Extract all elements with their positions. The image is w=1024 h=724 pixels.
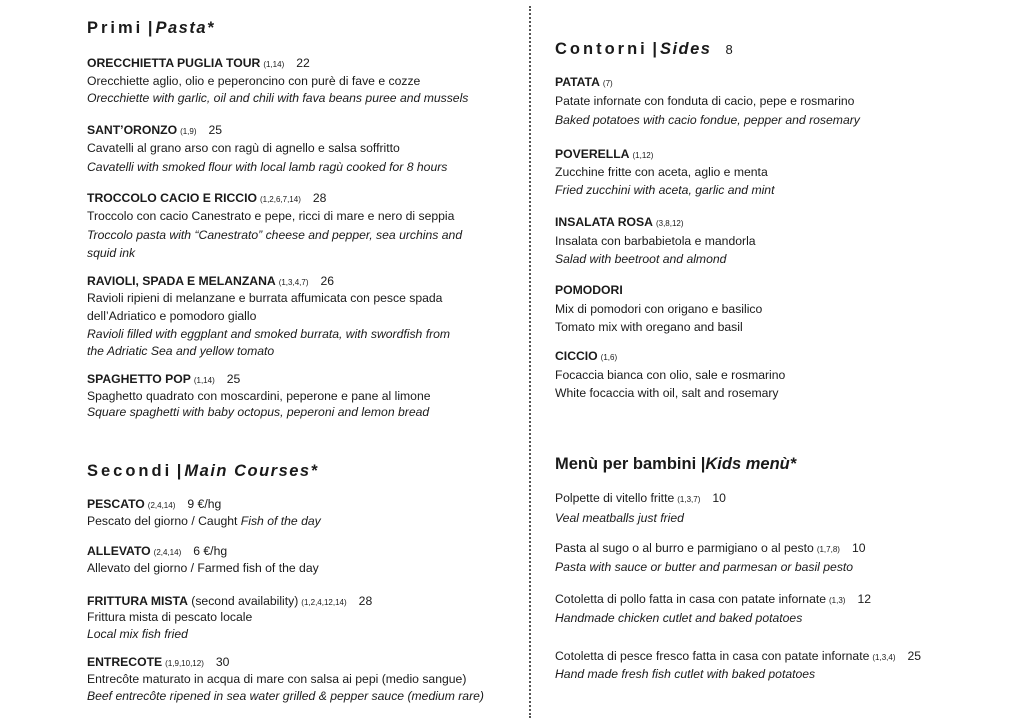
dish-name: SANT’ORONZO xyxy=(87,123,178,137)
dish-description xyxy=(555,93,854,109)
dish-description xyxy=(555,251,726,267)
dish-price: 25 xyxy=(907,649,922,663)
description-text: Orecchiette aglio, olio e peperoncino con purè di fave e cozze xyxy=(87,74,421,88)
allergens: (1,2,6,7,14) xyxy=(259,195,301,204)
heading-title: Menù per bambini xyxy=(555,455,697,473)
heading-title: Primi xyxy=(87,19,144,37)
dish-name: POMODORI xyxy=(555,283,623,297)
menu-item-title xyxy=(555,74,613,92)
description-text: Pasta with sauce or butter and parmesan or basil pesto xyxy=(555,560,854,574)
dish-note: (second availability) xyxy=(191,594,299,608)
section-heading-secondi: Secondi |Main Courses* xyxy=(87,462,319,480)
dish-description xyxy=(555,385,779,401)
description-text: Ravioli filled with eggplant and smoked burrata, with swordfish from xyxy=(87,327,451,341)
allergens: (2,4,14) xyxy=(147,501,176,510)
dish-name: Cotoletta di pollo fatta in casa con patate infornate xyxy=(555,592,827,606)
description-text: Troccolo con cacio Canestrato e pepe, ricci di mare e nero di seppia xyxy=(87,209,455,223)
dish-description xyxy=(555,510,684,526)
dish-description xyxy=(87,688,484,704)
description-text: Mix di pomodori con origano e basilico xyxy=(555,302,763,316)
description-text: Hand made fresh fish cutlet with baked potatoes xyxy=(555,667,816,681)
dish-description xyxy=(555,666,815,682)
dish-description xyxy=(87,245,135,261)
dish-name: Cotoletta di pesce fresco fatta in casa con patate infornate xyxy=(555,649,870,663)
dish-price: 28 xyxy=(312,191,327,205)
dish-description xyxy=(87,671,466,687)
dish-name: FRITTURA MISTA xyxy=(87,594,188,608)
dish-name: ENTRECOTE xyxy=(87,655,163,669)
allergens: (1,3,4,7) xyxy=(278,278,309,287)
description-text: Pescato del giorno / Caught xyxy=(87,514,241,528)
description-text: Cavatelli with smoked flour with local lamb ragù cooked for 8 hours xyxy=(87,160,448,174)
menu-item-title xyxy=(87,543,227,561)
description-text: Ravioli ripieni di melanzane e burrata affumicata con pesce spada xyxy=(87,291,443,305)
description-text: Salad with beetroot and almond xyxy=(555,252,727,266)
allergens: (1,12) xyxy=(632,151,654,160)
dish-description xyxy=(87,73,420,89)
description-text: the Adriatic Sea and yellow tomato xyxy=(87,344,275,358)
dish-name: PESCATO xyxy=(87,497,145,511)
description-text: Zucchine fritte con aceta, aglio e menta xyxy=(555,165,768,179)
dish-description xyxy=(87,140,400,156)
allergens: (2,4,14) xyxy=(153,548,182,557)
description-text: Orecchiette with garlic, oil and chili with fava beans puree and mussels xyxy=(87,91,469,105)
heading-subtitle: Kids menù* xyxy=(705,455,797,473)
dish-description xyxy=(555,319,743,335)
dish-description xyxy=(555,182,774,198)
dish-description xyxy=(87,227,462,243)
dish-price: 12 xyxy=(857,592,872,606)
allergens: (1,14) xyxy=(193,376,215,385)
menu-item-title xyxy=(555,282,623,298)
dish-description xyxy=(87,308,256,324)
menu-item-title xyxy=(87,190,326,208)
description-text: Entrecôte maturato in acqua di mare con salsa ai pepi (medio sangue) xyxy=(87,672,467,686)
menu-item-title xyxy=(555,348,617,366)
description-text: dell’Adriatico e pomodoro giallo xyxy=(87,309,257,323)
dish-price: 25 xyxy=(226,372,241,386)
allergens: (1,3) xyxy=(829,596,846,605)
description-text: Insalata con barbabietola e mandorla xyxy=(555,234,756,248)
dish-name: POVERELLA xyxy=(555,147,630,161)
dish-description xyxy=(87,290,442,306)
heading-title: Contorni xyxy=(555,40,648,58)
dish-description xyxy=(555,233,756,249)
dish-name: PATATA xyxy=(555,75,600,89)
dish-price: 6 €/hg xyxy=(193,544,228,558)
menu-item-title xyxy=(87,273,334,291)
description-text: Baked potatoes with cacio fondue, pepper and rosemary xyxy=(555,113,860,127)
description-text: Spaghetto quadrato con moscardini, peperone e pane al limone xyxy=(87,389,431,403)
description-text: Focaccia bianca con olio, sale e rosmarino xyxy=(555,368,786,382)
description-text: Tomato mix with oregano and basil xyxy=(555,320,743,334)
allergens: (1,9,10,12) xyxy=(165,659,204,668)
dish-description xyxy=(87,343,274,359)
description-text: Fried zucchini with aceta, garlic and mint xyxy=(555,183,775,197)
description-text: Veal meatballs just fried xyxy=(555,511,684,525)
dish-name: CICCIO xyxy=(555,349,598,363)
menu-item-title xyxy=(87,55,310,73)
dish-name: Pasta al sugo o al burro e parmigiano o al pesto xyxy=(555,541,814,555)
dish-description xyxy=(87,560,319,576)
heading-subtitle: Sides xyxy=(659,40,712,58)
description-text: Cavatelli al grano arso con ragù di agnello e salsa soffritto xyxy=(87,141,400,155)
description-text: Square spaghetti with baby octopus, peperoni and lemon bread xyxy=(87,405,430,419)
dish-price: 28 xyxy=(358,594,373,608)
description-text: Beef entrecôte ripened in sea water grilled & pepper sauce (medium rare) xyxy=(87,689,484,703)
dish-name: RAVIOLI, SPADA E MELANZANA xyxy=(87,274,276,288)
dish-price: 25 xyxy=(208,123,223,137)
description-text: Handmade chicken cutlet and baked potatoes xyxy=(555,611,803,625)
dish-price: 9 €/hg xyxy=(187,497,222,511)
allergens: (3,8,12) xyxy=(655,219,684,228)
heading-title: Secondi xyxy=(87,462,173,480)
dish-price: 10 xyxy=(851,541,866,555)
menu-item-title xyxy=(87,654,229,672)
dish-price: 30 xyxy=(215,655,230,669)
heading-subtitle: Pasta* xyxy=(155,19,215,37)
dish-price: 10 xyxy=(712,491,726,505)
description-text: White focaccia with oil, salt and rosemary xyxy=(555,386,779,400)
section-heading-primi: Primi |Pasta* xyxy=(87,19,215,37)
sides-price: 8 xyxy=(725,42,733,57)
description-text: Allevato del giorno / Farmed fish of the day xyxy=(87,561,319,575)
dish-description xyxy=(555,301,762,317)
heading-subtitle: Main Courses* xyxy=(184,462,319,480)
dish-price: 22 xyxy=(296,56,310,70)
dish-name: SPAGHETTO POP xyxy=(87,372,191,386)
column-divider xyxy=(529,6,531,718)
dish-name: INSALATA ROSA xyxy=(555,215,653,229)
description-text: Local mix fish fried xyxy=(87,627,188,641)
menu-item-title xyxy=(555,490,726,508)
dish-description xyxy=(87,208,454,224)
dish-description xyxy=(87,388,431,404)
description-text: Frittura mista di pescato locale xyxy=(87,610,253,624)
dish-description xyxy=(87,404,429,420)
dish-description xyxy=(555,112,860,128)
allergens: (1,9) xyxy=(180,127,197,136)
menu-item-title xyxy=(555,146,653,164)
menu-item-title xyxy=(87,122,222,140)
dish-name: TROCCOLO CACIO E RICCIO xyxy=(87,191,257,205)
description-text: Troccolo pasta with “Canestrato” cheese and pepper, sea urchins and xyxy=(87,228,463,242)
section-heading-kids: Menù per bambini |Kids menù* xyxy=(555,455,797,473)
menu-item-title xyxy=(87,371,240,389)
allergens: (1,6) xyxy=(600,353,618,362)
dish-name: ORECCHIETTA PUGLIA TOUR xyxy=(87,56,261,70)
dish-description xyxy=(87,159,447,175)
allergens: (7) xyxy=(602,79,613,88)
menu-item-title xyxy=(555,214,684,232)
description-text: Fish of the day xyxy=(240,514,321,528)
allergens: (1,7,8) xyxy=(816,545,840,554)
dish-description xyxy=(555,367,785,383)
dish-name: ALLEVATO xyxy=(87,544,151,558)
dish-description xyxy=(555,164,768,180)
dish-description xyxy=(87,513,321,529)
dish-description xyxy=(87,609,252,625)
menu-item-title xyxy=(555,540,866,558)
dish-description xyxy=(87,90,468,106)
dish-description xyxy=(555,610,802,626)
description-text: Patate infornate con fonduta di cacio, pepe e rosmarino xyxy=(555,94,855,108)
allergens: (1,3,7) xyxy=(677,495,701,504)
menu-item-title xyxy=(555,648,921,666)
dish-description xyxy=(555,559,853,575)
dish-name: Polpette di vitello fritte xyxy=(555,491,675,505)
allergens: (1,14) xyxy=(263,60,285,69)
description-text: squid ink xyxy=(87,246,136,260)
allergens: (1,3,4) xyxy=(872,653,896,662)
menu-item-title xyxy=(555,591,871,609)
allergens: (1,2,4,12,14) xyxy=(301,598,347,607)
dish-price: 26 xyxy=(320,274,335,288)
section-heading-contorni: Contorni |Sides 8 xyxy=(555,40,733,58)
dish-description xyxy=(87,626,188,642)
menu-item-title xyxy=(87,496,221,514)
dish-description xyxy=(87,326,450,342)
